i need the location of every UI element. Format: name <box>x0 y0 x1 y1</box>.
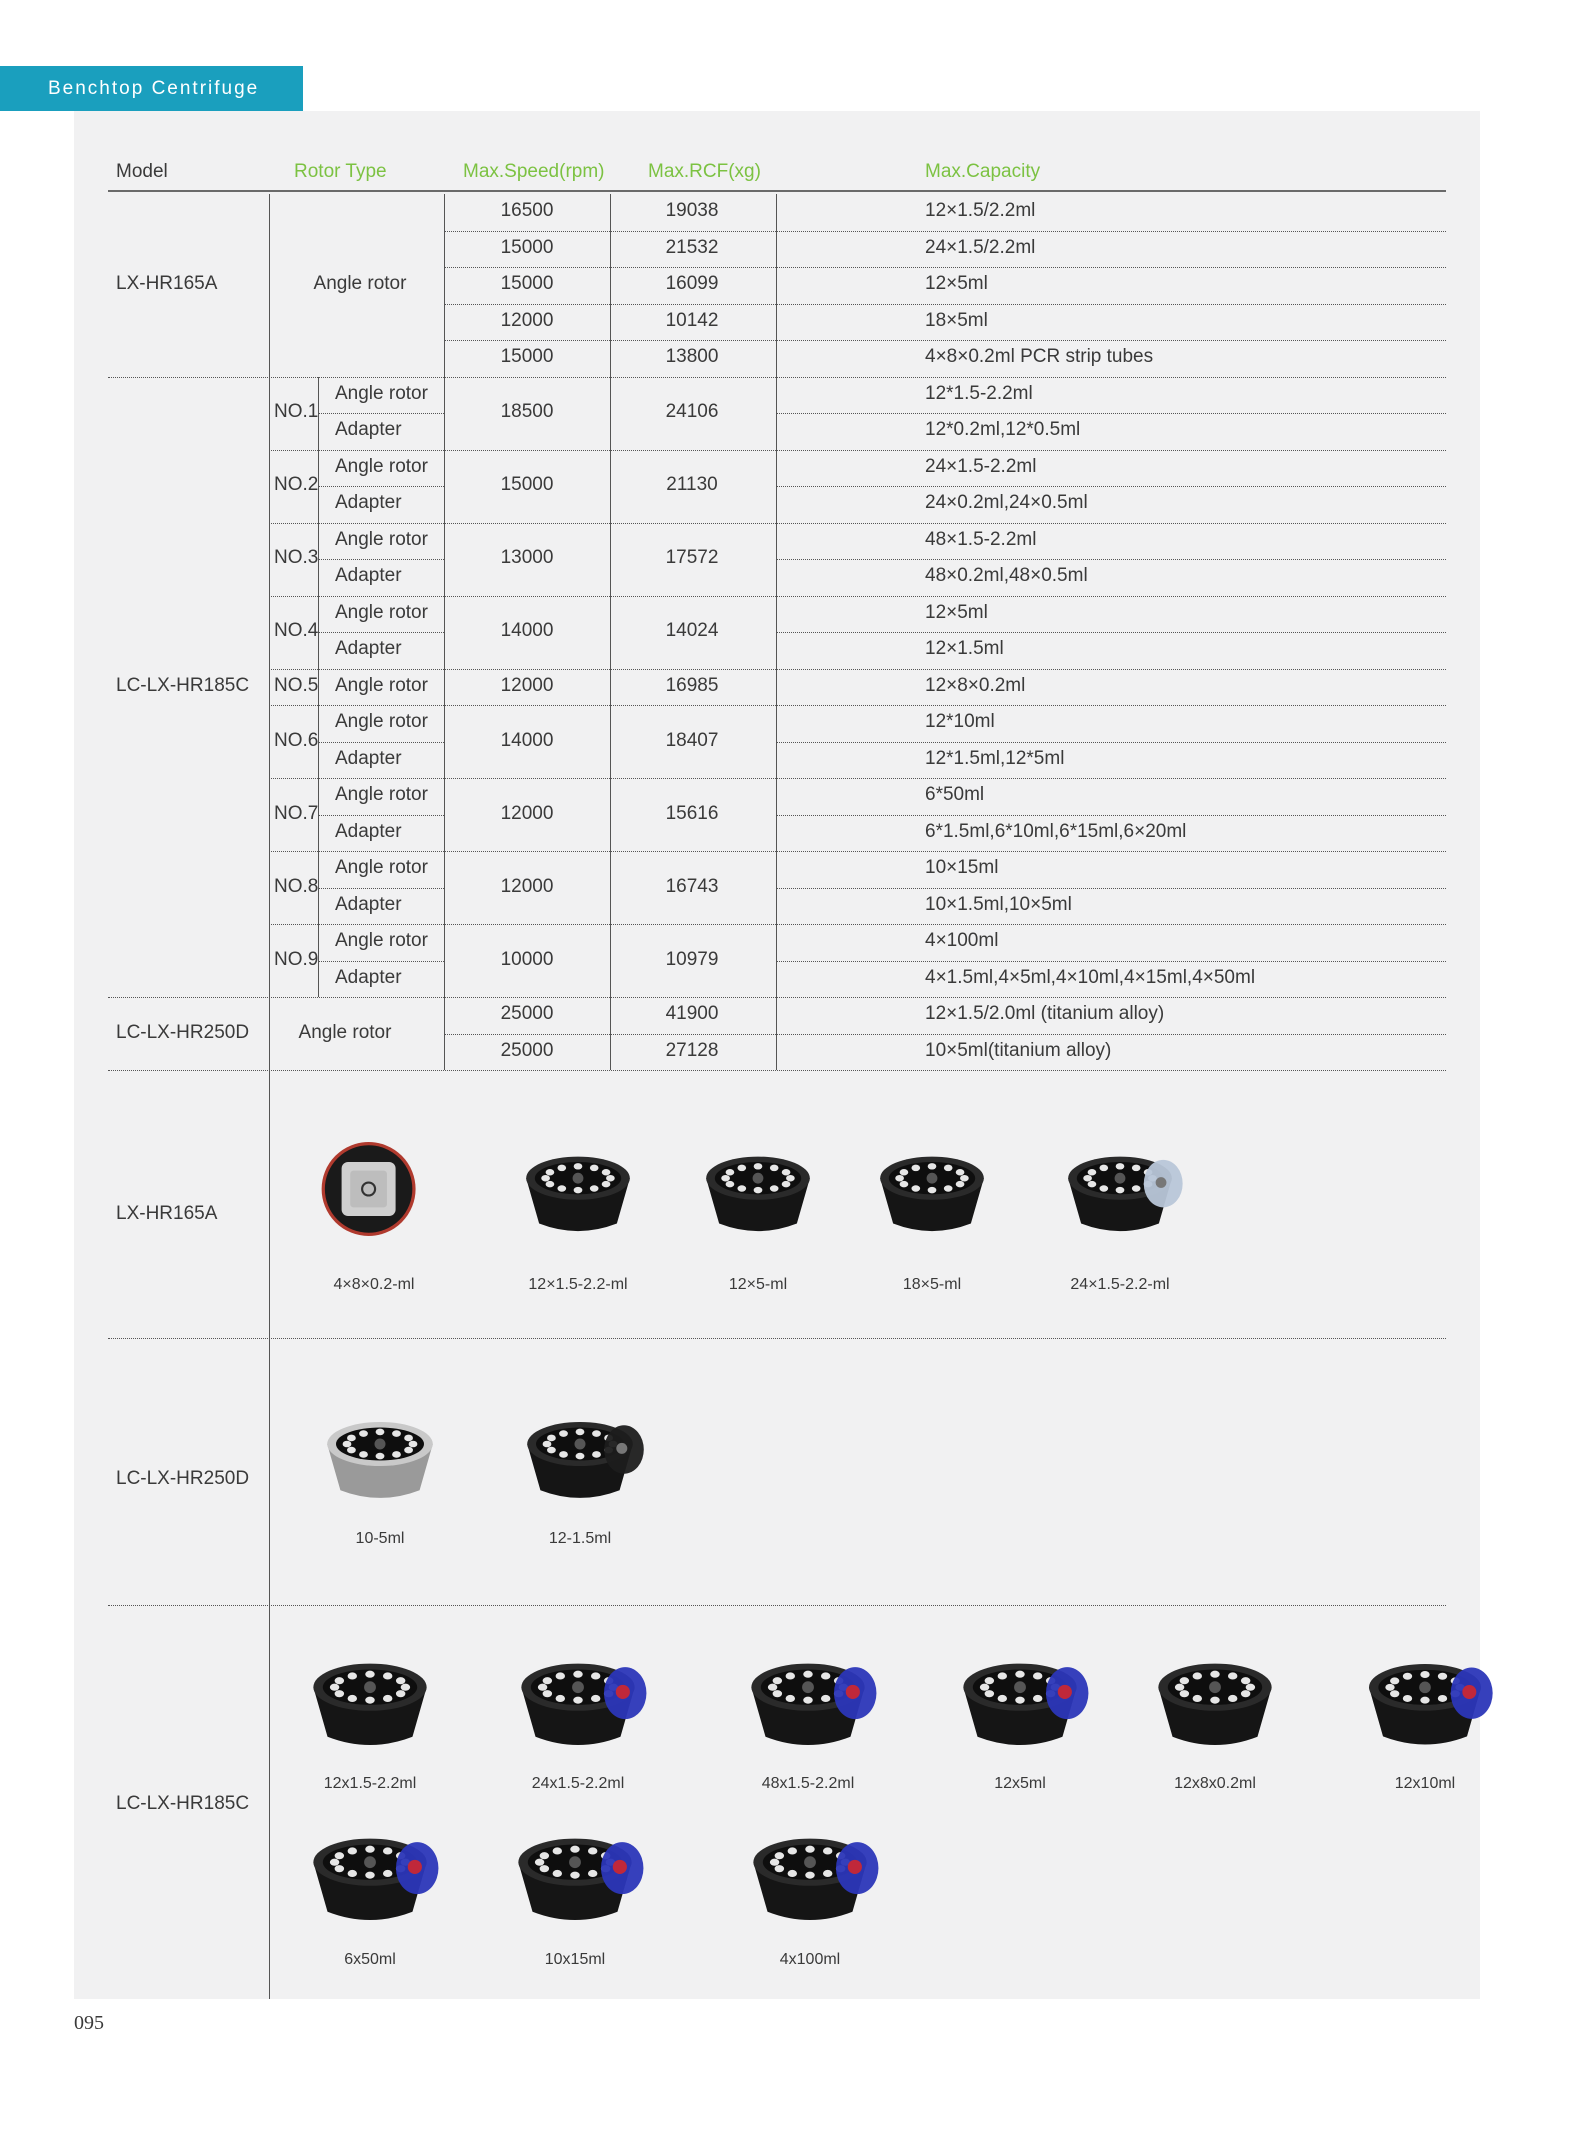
rcf-cell: 27128 <box>665 1039 719 1061</box>
speed-cell: 14000 <box>500 620 554 641</box>
column-divider <box>269 194 270 1070</box>
rotor-image <box>867 1135 997 1243</box>
row-divider <box>318 742 444 743</box>
rotor-illustration <box>309 1135 439 1243</box>
capacity-cell: 18×5ml <box>925 309 988 331</box>
capacity-cell: 10×5ml(titanium alloy) <box>925 1039 1112 1061</box>
rotor-illustration <box>1355 1640 1495 1758</box>
speed-cell: 12000 <box>500 674 554 696</box>
capacity-cell: 6*50ml <box>925 784 985 806</box>
capacity-cell: 24×0.2ml,24×0.5ml <box>925 492 1088 514</box>
rcf-cell: 15616 <box>665 802 719 824</box>
capacity-cell: 4×1.5ml,4×5ml,4×10ml,4×15ml,4×50ml <box>925 966 1256 988</box>
row-divider <box>444 340 1446 341</box>
speed-cell: 12000 <box>500 309 554 331</box>
row-divider <box>318 559 444 560</box>
rotor-type: Angle rotor <box>298 1021 392 1043</box>
row-divider <box>318 815 444 816</box>
rcf-cell: 18407 <box>665 729 719 751</box>
rotor-number: NO.2 <box>274 474 319 495</box>
capacity-cell: 24×1.5/2.2ml <box>925 236 1036 258</box>
rotor-caption: 18×5-ml <box>902 1276 962 1293</box>
rotor-caption: 24×1.5-2.2-ml <box>1070 1276 1170 1293</box>
gallery-divider <box>108 1338 1446 1339</box>
rotor-caption: 48x1.5-2.2ml <box>761 1775 855 1792</box>
rotor-subtype: Angle rotor <box>335 784 428 806</box>
rotor-image <box>1035 1135 1205 1243</box>
speed-cell: 12000 <box>500 875 554 897</box>
rotor-image <box>723 1640 893 1758</box>
speed-cell: 14000 <box>500 729 554 751</box>
capacity-cell: 4×100ml <box>925 930 999 952</box>
row-divider <box>318 413 444 414</box>
capacity-cell: 48×0.2ml,48×0.5ml <box>925 565 1088 587</box>
column-divider <box>776 194 777 1070</box>
row-divider <box>776 815 1446 816</box>
rotor-subtype: Angle rotor <box>335 455 428 477</box>
header-capacity: Max.Capacity <box>925 161 1041 182</box>
rotor-number: NO.1 <box>274 401 319 422</box>
rotor-number: NO.8 <box>274 875 319 897</box>
rotor-subtype: Adapter <box>335 820 402 842</box>
speed-cell: 12000 <box>500 802 554 824</box>
row-divider <box>776 632 1446 633</box>
rotor-subtype: Adapter <box>335 492 402 514</box>
rotor-illustration <box>1035 1135 1205 1243</box>
rotor-caption: 10x15ml <box>544 1951 606 1968</box>
column-divider <box>318 705 319 778</box>
capacity-cell: 12*1.5ml,12*5ml <box>925 747 1065 769</box>
capacity-cell: 10×15ml <box>925 857 999 879</box>
section-tab: Benchtop Centrifuge <box>0 66 303 111</box>
speed-cell: 10000 <box>500 948 554 970</box>
column-divider <box>318 924 319 997</box>
rotor-image <box>309 1135 439 1243</box>
rotor-caption: 12-1.5ml <box>548 1530 612 1547</box>
speed-cell: 18500 <box>500 401 554 422</box>
rotor-subtype: Adapter <box>335 638 402 660</box>
row-divider <box>108 377 1446 378</box>
rcf-cell: 16985 <box>665 674 719 696</box>
row-divider <box>269 924 1446 925</box>
rotor-image <box>735 1815 885 1933</box>
rcf-cell: 16099 <box>665 273 719 295</box>
row-divider <box>269 523 1446 524</box>
rotor-caption: 12x1.5-2.2ml <box>323 1775 417 1792</box>
rotor-subtype: Angle rotor <box>335 930 428 952</box>
column-divider <box>318 523 319 596</box>
rotor-illustration <box>867 1135 997 1243</box>
capacity-cell: 12*0.2ml,12*0.5ml <box>925 419 1081 441</box>
row-divider <box>108 997 1446 998</box>
rotor-caption: 4x100ml <box>779 1951 841 1968</box>
row-divider <box>444 267 1446 268</box>
rcf-cell: 10979 <box>665 948 719 970</box>
row-divider <box>318 888 444 889</box>
rotor-number: NO.9 <box>274 948 319 970</box>
rotor-subtype: Adapter <box>335 565 402 587</box>
rcf-cell: 16743 <box>665 875 719 897</box>
row-divider <box>269 778 1446 779</box>
rotor-subtype: Adapter <box>335 893 402 915</box>
capacity-cell: 12×1.5/2.2ml <box>925 200 1036 222</box>
rotor-number: NO.6 <box>274 729 319 751</box>
rotor-image <box>285 1640 455 1758</box>
speed-cell: 25000 <box>500 1003 554 1025</box>
capacity-cell: 10×1.5ml,10×5ml <box>925 893 1072 915</box>
header-rotor-type: Rotor Type <box>294 161 387 182</box>
rotor-subtype: Angle rotor <box>335 528 428 550</box>
rotor-image <box>693 1135 823 1243</box>
rotor-caption: 12×5-ml <box>728 1276 788 1293</box>
row-divider <box>108 1070 1446 1071</box>
page-number: 095 <box>74 2012 104 2034</box>
rotor-image <box>1130 1640 1300 1758</box>
header-rule <box>108 190 1446 192</box>
capacity-cell: 12×5ml <box>925 601 988 623</box>
rotor-caption: 10-5ml <box>355 1530 405 1547</box>
column-divider <box>318 450 319 523</box>
rotor-illustration <box>1130 1640 1300 1758</box>
rotor-subtype: Adapter <box>335 747 402 769</box>
row-divider <box>776 559 1446 560</box>
rotor-number: NO.7 <box>274 802 319 824</box>
model-name: LC-LX-HR185C <box>116 674 250 696</box>
capacity-cell: 12×8×0.2ml <box>925 674 1026 696</box>
row-divider <box>318 961 444 962</box>
speed-cell: 13000 <box>500 547 554 568</box>
rotor-illustration <box>495 1400 665 1510</box>
rotor-number: NO.3 <box>274 547 319 568</box>
rotor-number: NO.4 <box>274 620 319 641</box>
rotor-subtype: Adapter <box>335 419 402 441</box>
rcf-cell: 14024 <box>665 620 719 641</box>
row-divider <box>269 851 1446 852</box>
row-divider <box>269 705 1446 706</box>
column-divider <box>318 851 319 924</box>
speed-cell: 15000 <box>500 474 554 495</box>
row-divider <box>776 961 1446 962</box>
capacity-cell: 24×1.5-2.2ml <box>925 455 1037 477</box>
rotor-subtype: Angle rotor <box>335 711 428 733</box>
row-divider <box>444 1034 1446 1035</box>
gallery-column-divider <box>269 1070 270 1999</box>
rcf-cell: 10142 <box>665 309 719 331</box>
rotor-illustration <box>295 1815 445 1933</box>
rotor-caption: 24x1.5-2.2ml <box>531 1775 625 1792</box>
row-divider <box>318 632 444 633</box>
rotor-caption: 12×1.5-2.2-ml <box>528 1276 628 1293</box>
rotor-illustration <box>513 1135 643 1243</box>
gallery-divider <box>108 1605 1446 1606</box>
rotor-illustration <box>693 1135 823 1243</box>
rcf-cell: 21130 <box>666 474 718 495</box>
rotor-type: Angle rotor <box>313 273 407 295</box>
rcf-cell: 17572 <box>665 547 719 568</box>
rotor-illustration <box>493 1640 663 1758</box>
row-divider <box>776 888 1446 889</box>
rcf-cell: 13800 <box>665 346 719 368</box>
rotor-illustration <box>735 1815 885 1933</box>
row-divider <box>776 486 1446 487</box>
speed-cell: 15000 <box>500 346 554 368</box>
rotor-image <box>500 1815 650 1933</box>
rcf-cell: 41900 <box>665 1003 719 1025</box>
row-divider <box>444 304 1446 305</box>
capacity-cell: 12*10ml <box>925 711 995 733</box>
rotor-image <box>295 1815 445 1933</box>
rotor-image <box>295 1400 465 1510</box>
rotor-subtype: Angle rotor <box>335 674 428 696</box>
row-divider <box>776 742 1446 743</box>
capacity-cell: 6*1.5ml,6*10ml,6*15ml,6×20ml <box>925 820 1187 842</box>
speed-cell: 25000 <box>500 1039 554 1061</box>
row-divider <box>269 669 1446 670</box>
rotor-subtype: Angle rotor <box>335 601 428 623</box>
rotor-image <box>513 1135 643 1243</box>
speed-cell: 15000 <box>500 236 554 258</box>
header-speed: Max.Speed(rpm) <box>463 161 605 182</box>
speed-cell: 15000 <box>500 273 554 295</box>
rotor-caption: 4×8×0.2-ml <box>333 1276 415 1293</box>
capacity-cell: 12×1.5ml <box>925 638 1004 660</box>
rcf-cell: 24106 <box>665 401 719 422</box>
capacity-cell: 12×5ml <box>925 273 988 295</box>
header-rcf: Max.RCF(xg) <box>648 161 761 182</box>
row-divider <box>776 413 1446 414</box>
model-name: LC-LX-HR250D <box>116 1021 250 1043</box>
rotor-subtype: Angle rotor <box>335 857 428 879</box>
column-divider <box>610 194 611 1070</box>
rotor-caption: 12x10ml <box>1394 1775 1456 1792</box>
row-divider <box>269 450 1446 451</box>
capacity-cell: 48×1.5-2.2ml <box>925 528 1037 550</box>
rotor-illustration <box>295 1400 465 1510</box>
capacity-cell: 12*1.5-2.2ml <box>925 382 1033 404</box>
column-divider <box>444 194 445 1070</box>
rotor-subtype: Angle rotor <box>335 382 428 404</box>
rotor-image <box>1355 1640 1495 1758</box>
column-divider <box>318 778 319 851</box>
rotor-illustration <box>723 1640 893 1758</box>
gallery-model-name: LX-HR165A <box>116 1203 218 1224</box>
column-divider <box>318 377 319 450</box>
rotor-illustration <box>935 1640 1105 1758</box>
speed-cell: 16500 <box>500 200 554 222</box>
gallery-model-name: LC-LX-HR185C <box>116 1793 250 1814</box>
rotor-illustration <box>285 1640 455 1758</box>
rcf-cell: 19038 <box>665 200 719 222</box>
rotor-caption: 6x50ml <box>344 1951 396 1968</box>
rotor-image <box>935 1640 1105 1758</box>
row-divider <box>444 231 1446 232</box>
column-divider <box>318 596 319 669</box>
model-name: LX-HR165A <box>116 273 218 295</box>
row-divider <box>269 596 1446 597</box>
header-model: Model <box>116 161 168 182</box>
column-divider <box>318 669 319 706</box>
rotor-image <box>493 1640 663 1758</box>
row-divider <box>318 486 444 487</box>
rotor-image <box>495 1400 665 1510</box>
rotor-subtype: Adapter <box>335 966 402 988</box>
rcf-cell: 21532 <box>665 236 719 258</box>
rotor-caption: 12x8x0.2ml <box>1174 1775 1256 1792</box>
rotor-caption: 12x5ml <box>994 1775 1046 1792</box>
rotor-illustration <box>500 1815 650 1933</box>
gallery-model-name: LC-LX-HR250D <box>116 1468 250 1489</box>
rotor-number: NO.5 <box>274 674 319 696</box>
capacity-cell: 4×8×0.2ml PCR strip tubes <box>925 346 1154 368</box>
capacity-cell: 12×1.5/2.0ml (titanium alloy) <box>925 1003 1165 1025</box>
